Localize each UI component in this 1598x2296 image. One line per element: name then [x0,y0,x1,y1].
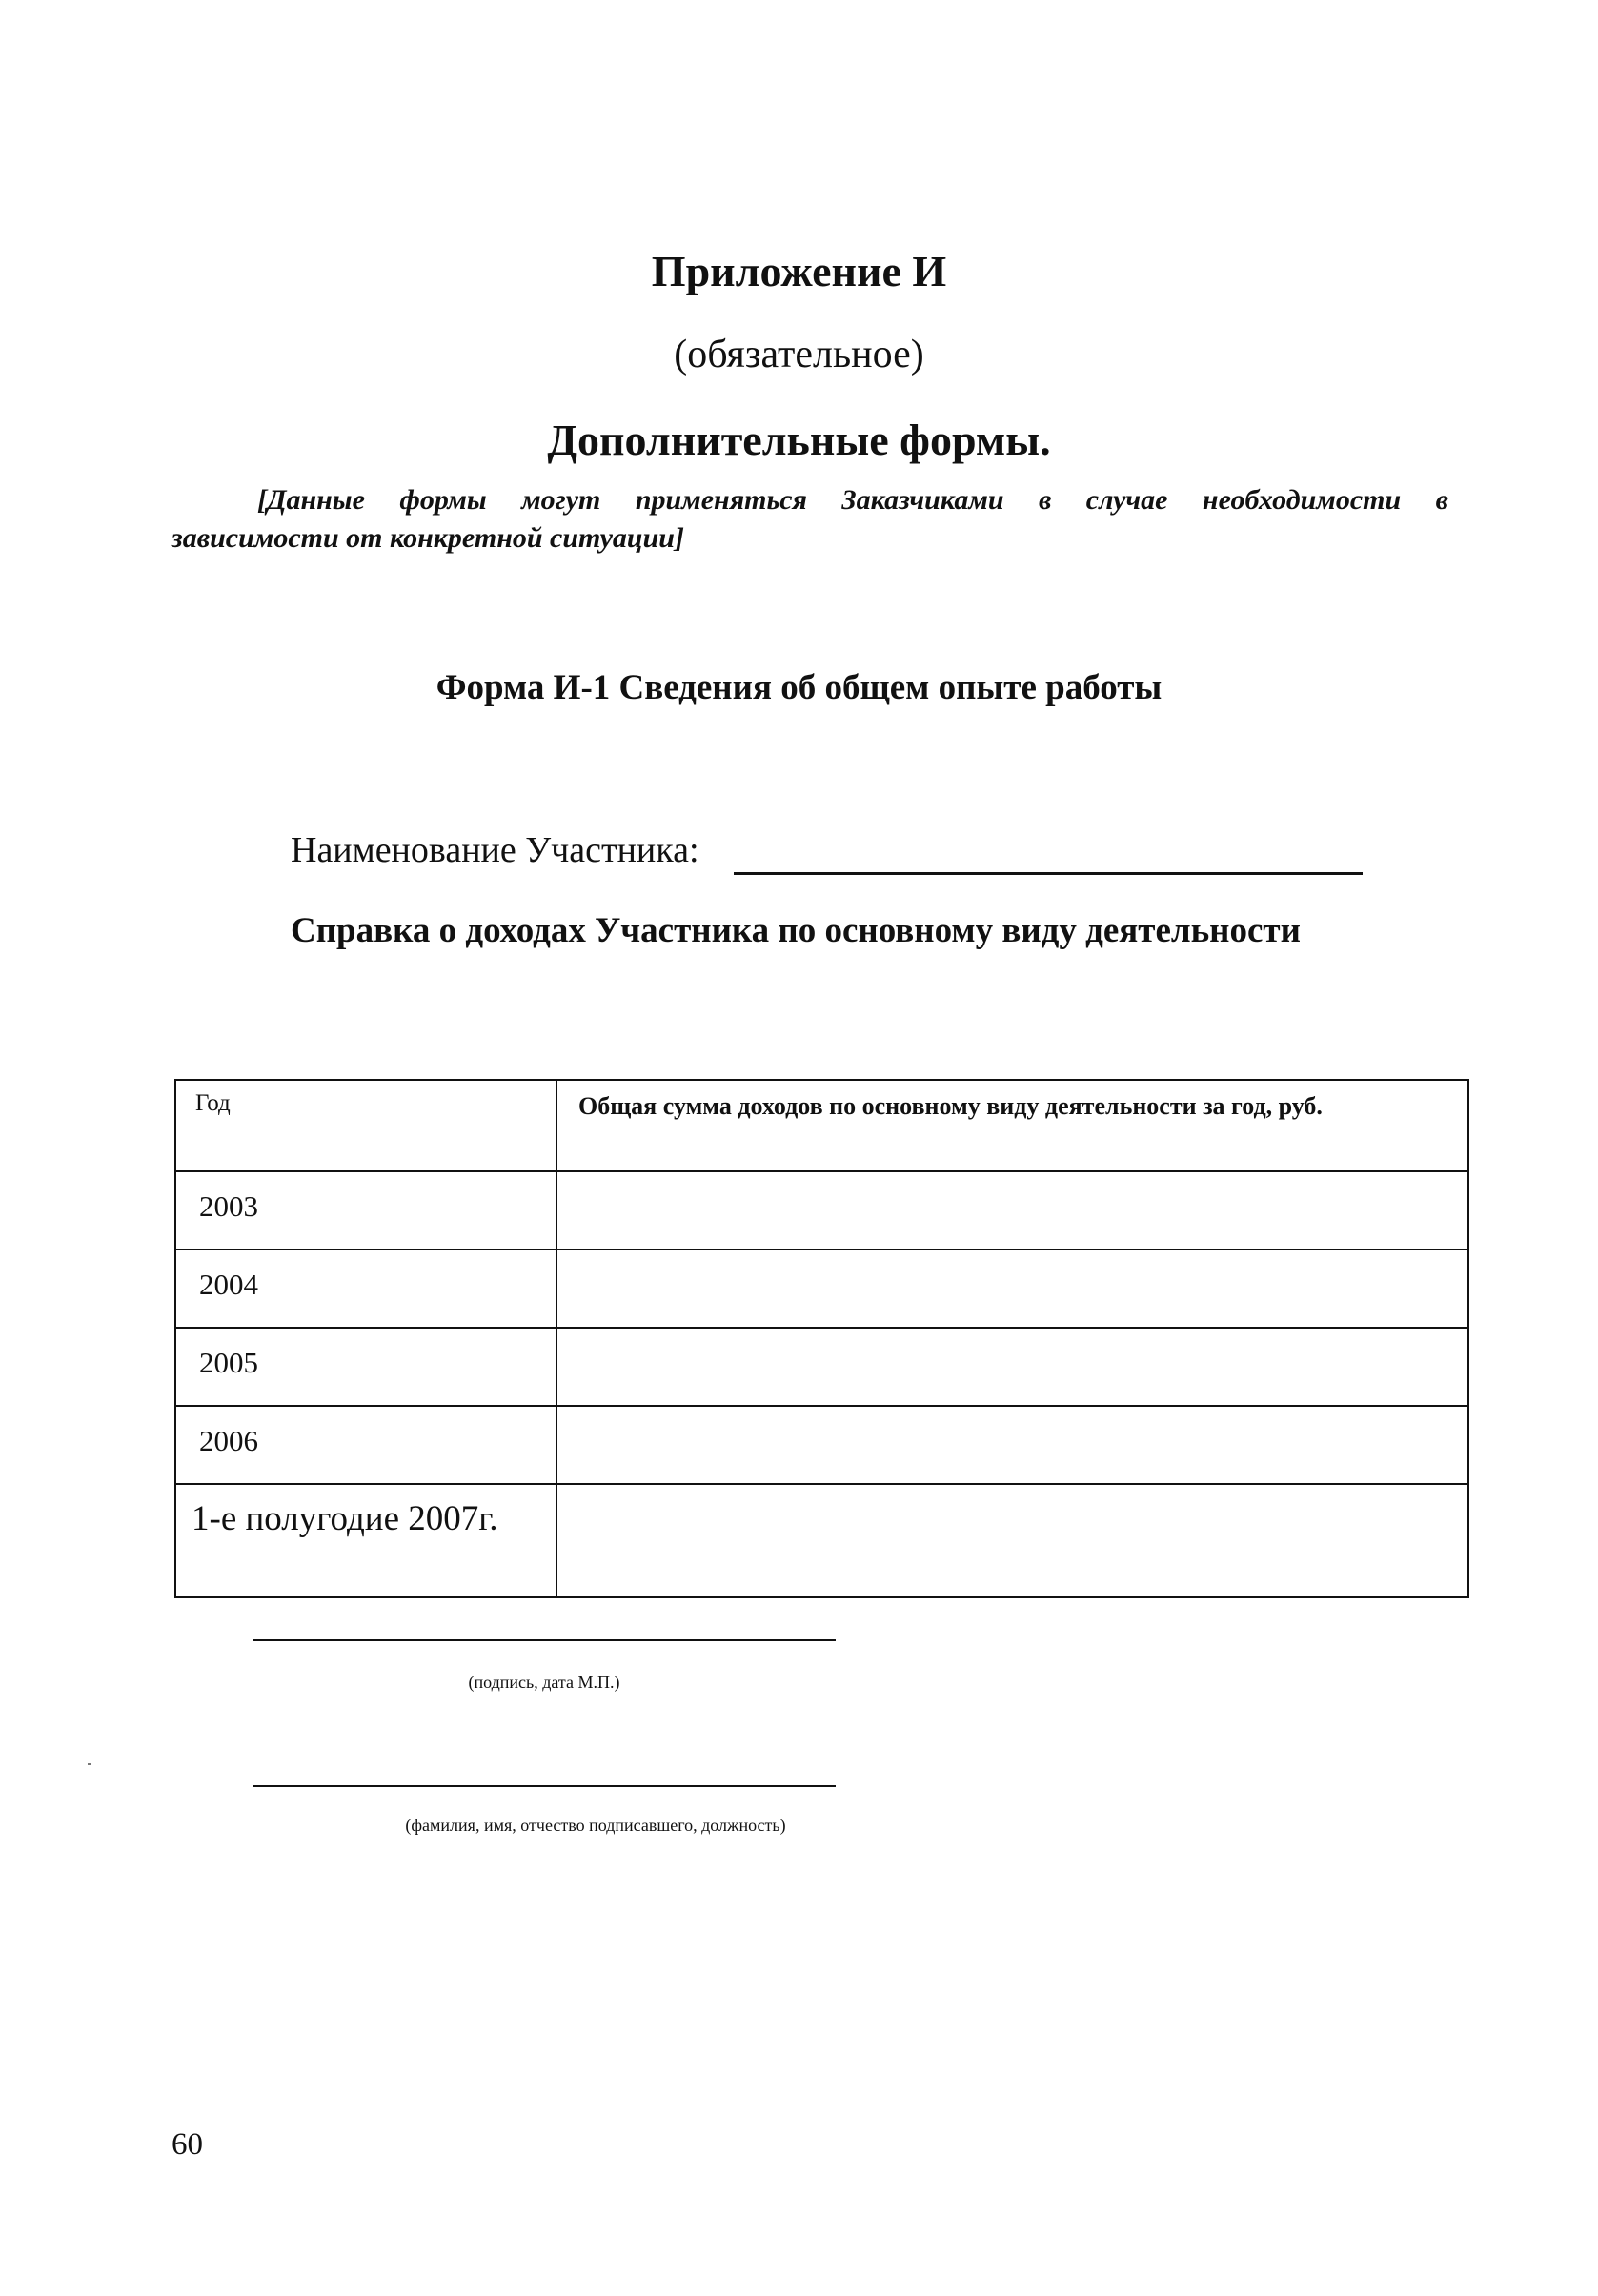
page-number: 60 [172,2127,203,2162]
scan-speck [88,1763,91,1765]
year-cell: 2003 [175,1171,556,1250]
year-cell: 2006 [175,1406,556,1484]
table-header-row [175,1080,1468,1171]
signer-caption: (фамилия, имя, отчество подписавшего, должность) [405,1816,786,1835]
participant-name-field[interactable] [734,872,1363,875]
usage-note [172,481,1448,558]
income-table [174,1079,1469,1598]
table-row [175,1484,1468,1597]
table-row [175,1171,1468,1250]
table-row [175,1250,1468,1328]
amount-cell[interactable] [556,1250,1468,1328]
appendix-title: Приложение И [651,247,947,295]
amount-cell[interactable] [556,1171,1468,1250]
forms-title: Дополнительные формы. [547,416,1051,464]
participant-label: Наименование Участника: [291,830,699,870]
usage-note-line-1: [Данные формы могут применяться Заказчиками в случае необходимости в [257,484,1448,516]
table-row [175,1406,1468,1484]
table-row [175,1328,1468,1406]
header-amount: Общая сумма доходов по основному виду деятельности за год, руб. [556,1080,1468,1171]
signature-line[interactable] [253,1639,836,1641]
year-cell: 1-е полугодие 2007г. [175,1484,556,1597]
amount-cell[interactable] [556,1328,1468,1406]
income-title: Справка о доходах Участника по основному виду деятельности [291,911,1301,950]
amount-cell[interactable] [556,1406,1468,1484]
year-cell: 2004 [175,1250,556,1328]
appendix-status: (обязательное) [674,333,924,376]
signer-name-line[interactable] [253,1785,836,1787]
header-year: Год [175,1080,556,1171]
year-cell: 2005 [175,1328,556,1406]
amount-cell[interactable] [556,1484,1468,1597]
signature-caption: (подпись, дата М.П.) [468,1673,620,1692]
form-title: Форма И-1 Сведения об общем опыте работы [435,668,1163,707]
usage-note-line-2: зависимости от конкретной ситуации] [172,522,684,554]
